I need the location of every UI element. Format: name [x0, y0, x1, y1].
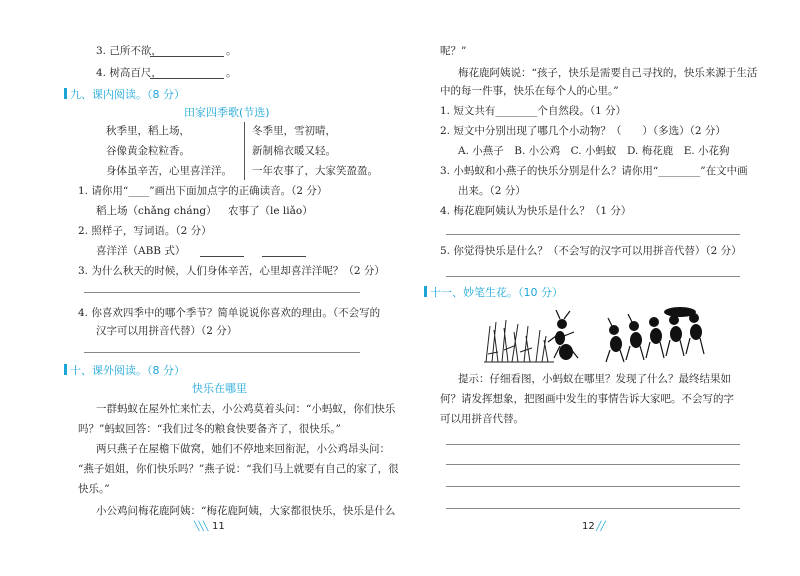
q3-idiom: 3. 己所不欲，	[96, 45, 162, 57]
story-line-8: 中的每一件事，快乐在每个人的心里。”	[440, 85, 619, 97]
ant-in-grass-illustration	[484, 306, 584, 364]
q4-blank[interactable]	[150, 78, 224, 79]
q9-1-option-a[interactable]: 稻上场（chǎng cháng）	[96, 205, 217, 217]
poem-left-line-3: 身体虽辛苦，心里喜洋洋。	[106, 165, 232, 177]
section-10-heading: 十、课外阅读。（8 分）	[64, 364, 185, 378]
q10-4-answer-line[interactable]	[446, 234, 740, 235]
story-line-3: 两只燕子在屋檐下做窝，她们不停地来回衔泥，小公鸡昂头问：	[96, 443, 390, 455]
story-line-5: 快乐。”	[78, 483, 110, 495]
q9-4-text: 4. 你喜欢四季中的哪个季节？简单说说你喜欢的理由。（不会写的	[78, 307, 381, 319]
q9-4-answer-line[interactable]	[84, 352, 360, 353]
page-deco-icon: ╱╱	[596, 522, 605, 532]
section-bar-icon	[424, 286, 427, 297]
writing-line-1[interactable]	[446, 444, 740, 445]
tip-line-1: 提示：仔细看图，小蚂蚁在哪里？发现了什么？最终结果如	[458, 373, 731, 385]
q10-3-text: 3. 小蚂蚁和小燕子的快乐分别是什么？请你用“________”在文中画	[440, 165, 748, 177]
q9-2-blank-1[interactable]	[200, 256, 244, 257]
q10-4-text: 4. 梅花鹿阿姨认为快乐是什么？（1 分）	[440, 205, 632, 217]
tip-line-3: 可以用拼音代替。	[440, 413, 524, 425]
right-page	[400, 0, 800, 576]
section-bar-icon	[64, 364, 67, 375]
q10-5-answer-line[interactable]	[446, 276, 740, 277]
writing-line-4[interactable]	[446, 508, 740, 509]
q9-4-text-2: 汉字可以用拼音代替）（2 分）	[96, 325, 238, 337]
q9-2-example: 喜洋洋（ABB 式）	[96, 245, 186, 257]
story-line-6: 小公鸡问梅花鹿阿姨：“梅花鹿阿姨，大家都很快乐，快乐是什么	[96, 505, 396, 517]
poem-left-line-1: 秋季里，稻上场，	[106, 125, 190, 137]
page-deco-icon: ╲╲╲	[194, 522, 208, 532]
q9-2-blank-2[interactable]	[262, 256, 306, 257]
q10-3-text-2: 出来。（2 分）	[458, 185, 526, 197]
q10-2-text: 2. 短文中分别出现了哪几个小动物？（ ）（多选）（2 分）	[440, 125, 726, 137]
poem-title: 田家四季歌(节选)	[184, 106, 270, 119]
q9-3-answer-line[interactable]	[84, 292, 360, 293]
q9-1-option-b[interactable]: 农事了（le liǎo）	[228, 205, 313, 217]
tip-line-2: 何？请发挥想象，把图画中发生的事情告诉大家吧。不会写的字	[440, 393, 734, 405]
q4-end: 。	[226, 67, 237, 79]
page-number-left: 11	[212, 521, 225, 532]
ant-line-illustration	[600, 304, 720, 366]
story-line-4: “燕子姐姐，你们快乐吗？”燕子说：“我们马上就要有自己的家了，很	[78, 463, 399, 475]
q10-1-text: 1. 短文共有________个自然段。（1 分）	[440, 105, 627, 117]
q3-end: 。	[226, 45, 237, 57]
writing-line-3[interactable]	[446, 486, 740, 487]
poem-right-line-1: 冬季里，雪初晴，	[252, 125, 336, 137]
q4-idiom: 4. 树高百尺，	[96, 67, 162, 79]
q9-3-text: 3. 为什么秋天的时候，人们身体辛苦，心里却喜洋洋呢？（2 分）	[78, 265, 385, 277]
section-9-heading: 九、课内阅读。（8 分）	[64, 88, 185, 102]
q9-2-text: 2. 照样子，写词语。（2 分）	[78, 225, 212, 237]
poem-divider	[244, 122, 245, 180]
q10-2-options[interactable]: A. 小燕子 B. 小公鸡 C. 小蚂蚁 D. 梅花鹿 E. 小花狗	[458, 145, 730, 157]
section-bar-icon	[64, 88, 67, 99]
story-continued-line: 呢？”	[440, 45, 467, 57]
q10-5-text: 5. 你觉得快乐是什么？（不会写的汉字可以用拼音代替）（2 分）	[440, 245, 742, 257]
writing-line-2[interactable]	[446, 464, 740, 465]
story-line-7: 梅花鹿阿姨说：“孩子，快乐是需要自己寻找的，快乐来源于生活	[458, 67, 758, 79]
story-title: 快乐在哪里	[192, 382, 247, 395]
poem-left-line-2: 谷像黄金粒粒香。	[106, 145, 190, 157]
section-11-heading: 十一、妙笔生花。（10 分）	[424, 286, 563, 300]
page-number-right: 12	[582, 521, 595, 532]
q3-blank[interactable]	[150, 56, 224, 57]
story-line-2: 吗？”蚂蚁回答：“我们过冬的粮食快要备齐了，很快乐。”	[78, 423, 341, 435]
q9-1-text: 1. 请你用“____”画出下面加点字的正确读音。（2 分）	[78, 185, 328, 197]
poem-right-line-3: 一年农事了，大家笑盈盈。	[252, 165, 378, 177]
poem-right-line-2: 新制棉衣暖又轻。	[252, 145, 336, 157]
story-line-1: 一群蚂蚁在屋外忙来忙去，小公鸡莫着头问：“小蚂蚁，你们快乐	[96, 403, 396, 415]
